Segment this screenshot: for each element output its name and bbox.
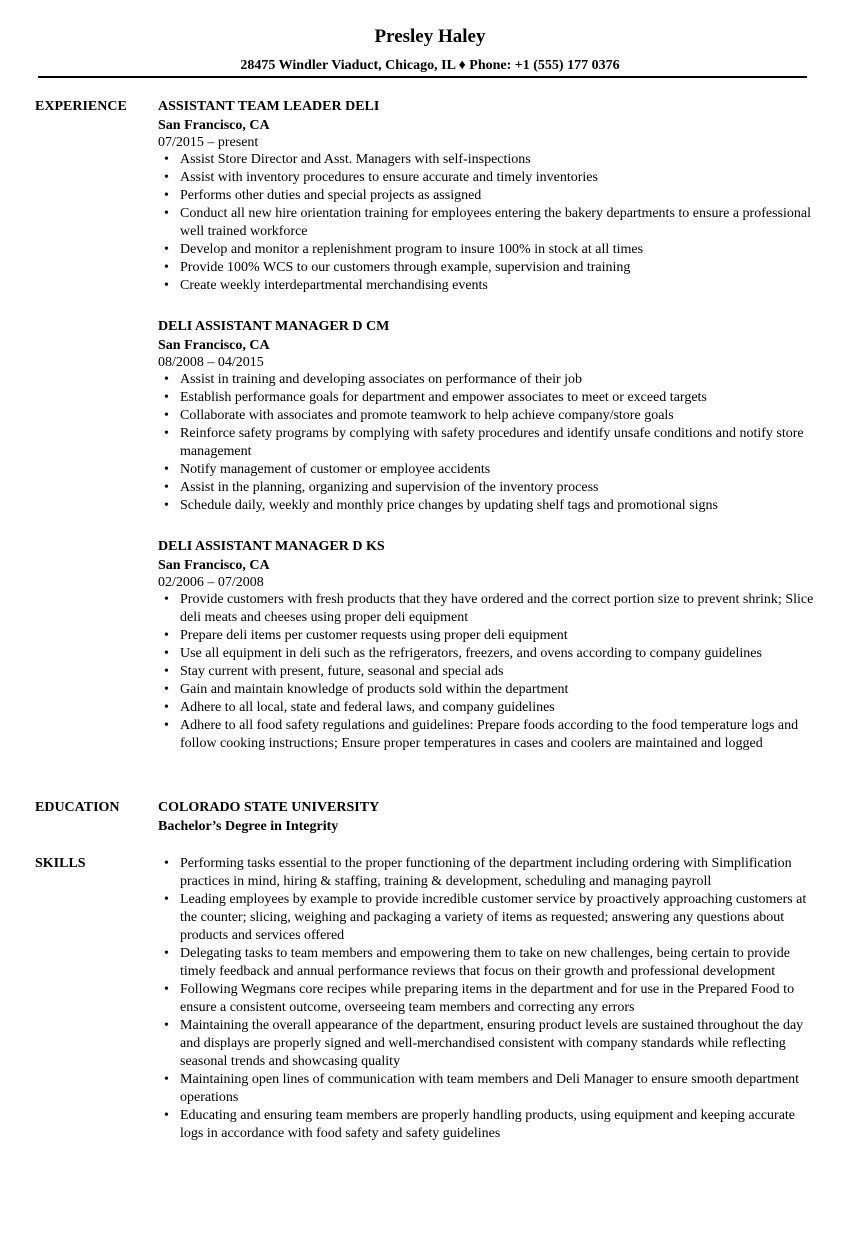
bullet-item: • Develop and monitor a replenishment program to insure 100% in stock at all times: [180, 241, 818, 259]
bullet-item: • Prepare deli items per customer requests using proper deli equipment: [180, 627, 818, 645]
bullet-item: • Adhere to all food safety regulations and guidelines: Prepare foods according to the food temperature logs and follow cooking instructions; Ensure proper temperatures in cases and coolers are maintained and logged: [180, 717, 818, 753]
job-entry: [158, 98, 818, 295]
bullet-item: • Assist Store Director and Asst. Managers with self-inspections: [180, 151, 818, 169]
education-heading: EDUCATION: [35, 800, 120, 815]
candidate-name: Presley Haley: [374, 26, 486, 47]
job-dates: 02/2006 – 07/2008: [158, 575, 264, 590]
resume-header: [0, 0, 860, 74]
skills-bullets: [158, 855, 818, 1143]
education-body: [158, 799, 818, 836]
bullet-item: • Educating and ensuring team members are properly handling products, using equipment and keeping accurate logs in accordance with food safety and safety guidelines: [180, 1107, 818, 1143]
bullet-item: • Use all equipment in deli such as the refrigerators, freezers, and ovens according to company guidelines: [180, 645, 818, 663]
job-dates: 08/2008 – 04/2015: [158, 355, 264, 370]
bullet-item: • Performing tasks essential to the proper functioning of the department including ordering with Simplification practices in mind, hiring & staffing, training & development, scheduling and managing payroll: [180, 855, 818, 891]
job-bullets: [158, 591, 818, 753]
job-title: DELI ASSISTANT MANAGER D CM: [158, 319, 390, 334]
job-bullets: [158, 151, 818, 295]
bullet-item: • Following Wegmans core recipes while preparing items in the department and for use in the Prepared Food to ensure a consistent outcome, overseeing team members and correcting any errors: [180, 981, 818, 1017]
bullet-item: • Assist in the planning, organizing and supervision of the inventory process: [180, 479, 818, 497]
job-entry: [158, 318, 818, 515]
bullet-item: • Notify management of customer or employee accidents: [180, 461, 818, 479]
job-entry: [158, 538, 818, 753]
school-name: COLORADO STATE UNIVERSITY: [158, 800, 380, 815]
job-location: San Francisco, CA: [158, 118, 270, 133]
bullet-item: • Schedule daily, weekly and monthly price changes by updating shelf tags and promotional signs: [180, 497, 818, 515]
bullet-item: • Provide customers with fresh products that they have ordered and the correct portion size to prevent shrink; Slice deli meats and cheeses using proper deli equipment: [180, 591, 818, 627]
bullet-item: • Collaborate with associates and promote teamwork to help achieve company/store goals: [180, 407, 818, 425]
bullet-item: • Provide 100% WCS to our customers through example, supervision and training: [180, 259, 818, 277]
header-divider: [38, 76, 807, 78]
bullet-item: • Delegating tasks to team members and empowering them to take on new challenges, being certain to provide timely feedback and annual performance reviews that focus on their growth and professional development: [180, 945, 818, 981]
job-location: San Francisco, CA: [158, 338, 270, 353]
skills-body: [158, 855, 818, 1143]
bullet-item: • Stay current with present, future, seasonal and special ads: [180, 663, 818, 681]
bullet-item: • Maintaining the overall appearance of the department, ensuring product levels are sustained throughout the day and displays are properly signed and well-merchandised consistent with company standards while reflecting seasonal trends and showcasing quality: [180, 1017, 818, 1071]
job-title: DELI ASSISTANT MANAGER D KS: [158, 539, 385, 554]
bullet-item: • Performs other duties and special projects as assigned: [180, 187, 818, 205]
bullet-item: • Assist with inventory procedures to ensure accurate and timely inventories: [180, 169, 818, 187]
bullet-item: • Create weekly interdepartmental merchandising events: [180, 277, 818, 295]
bullet-item: • Leading employees by example to provide incredible customer service by proactively approaching customers at the counter; slicing, weighing and packaging a variety of items as requested; answering any questions about products and services offered: [180, 891, 818, 945]
experience-heading: EXPERIENCE: [35, 99, 127, 114]
skills-heading: SKILLS: [35, 856, 86, 871]
degree: Bachelor’s Degree in Integrity: [158, 819, 339, 834]
job-dates: 07/2015 – present: [158, 135, 259, 150]
bullet-item: • Assist in training and developing associates on performance of their job: [180, 371, 818, 389]
job-title: ASSISTANT TEAM LEADER DELI: [158, 99, 380, 114]
bullet-item: • Conduct all new hire orientation training for employees entering the bakery departments to ensure a professional well trained workforce: [180, 205, 818, 241]
job-location: San Francisco, CA: [158, 558, 270, 573]
bullet-item: • Reinforce safety programs by complying with safety procedures and identify unsafe conditions and notify store management: [180, 425, 818, 461]
job-bullets: [158, 371, 818, 515]
contact-line: 28475 Windler Viaduct, Chicago, IL ♦ Phone: +1 (555) 177 0376: [240, 58, 620, 73]
bullet-item: • Establish performance goals for department and empower associates to meet or exceed targets: [180, 389, 818, 407]
bullet-item: • Maintaining open lines of communication with team members and Deli Manager to ensure smooth department operations: [180, 1071, 818, 1107]
bullet-item: • Gain and maintain knowledge of products sold within the department: [180, 681, 818, 699]
bullet-item: • Adhere to all local, state and federal laws, and company guidelines: [180, 699, 818, 717]
